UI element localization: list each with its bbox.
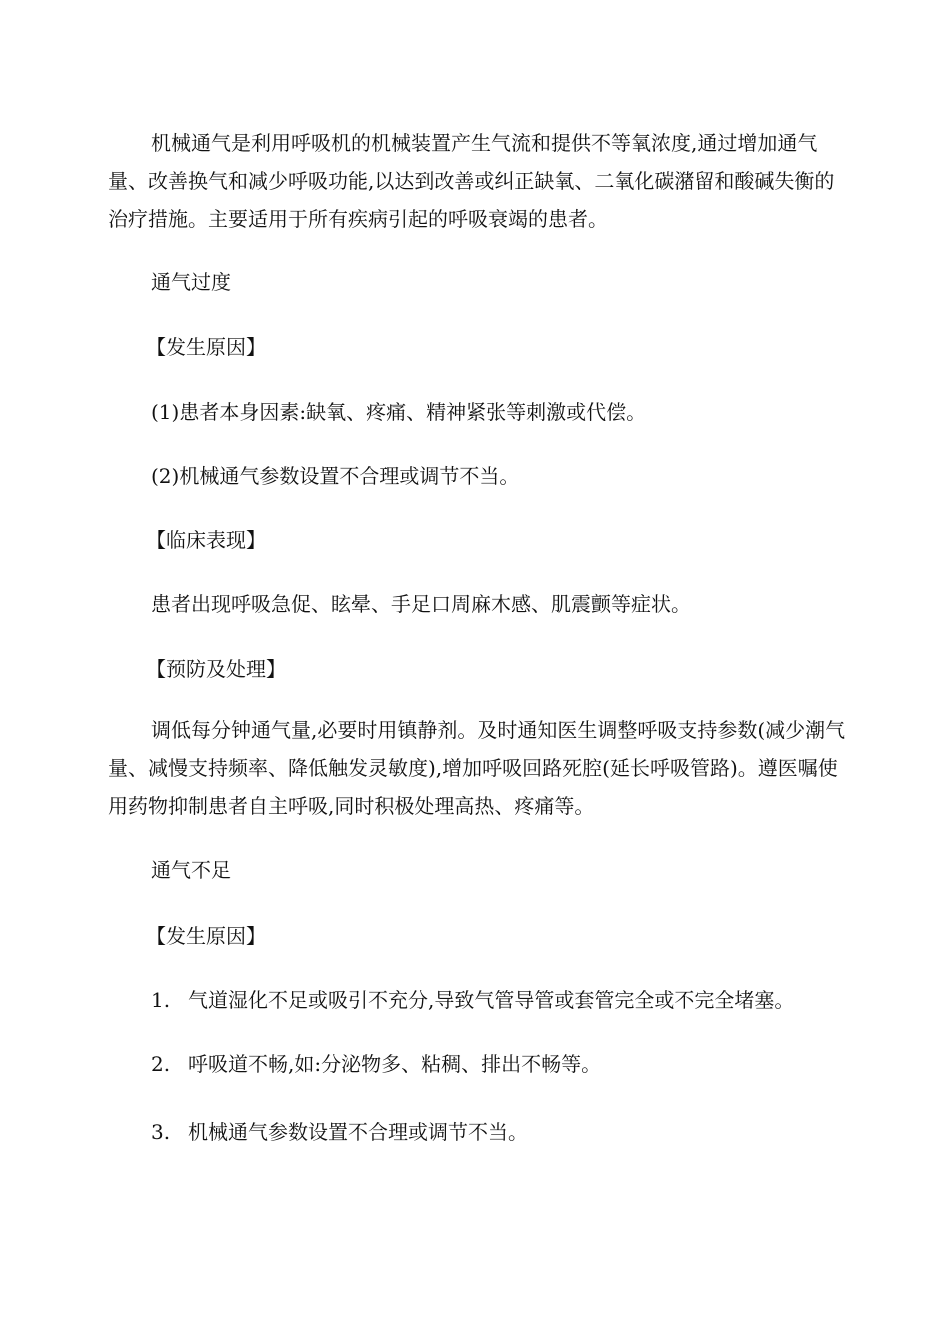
list-number: 3. (151, 1120, 171, 1144)
clinical-heading: 【临床表现】 (146, 528, 266, 552)
cause-heading: 【发生原因】 (146, 335, 266, 359)
list-item (151, 1113, 851, 1151)
section-title-hyperventilation: 通气过度 (151, 270, 231, 294)
intro-paragraph: 机械通气是利用呼吸机的机械装置产生气流和提供不等氧浓度,通过增加通气量、改善换气和减少呼吸功能,以达到改善或纠正缺氧、二氧化碳潴留和酸碱失衡的治疗措施。主要适用于所有疾病引起的呼吸衰竭的患者。 (108, 131, 835, 231)
section-title-hypoventilation: 通气不足 (151, 858, 231, 882)
list-item (151, 981, 851, 1019)
clinical-text: 患者出现呼吸急促、眩晕、手足口周麻木感、肌震颤等症状。 (151, 592, 691, 616)
cause-item-2: (2)机械通气参数设置不合理或调节不当。 (151, 464, 520, 488)
list-number: 1. (151, 988, 171, 1012)
list-number: 2. (151, 1052, 171, 1076)
list-text: 机械通气参数设置不合理或调节不当。 (188, 1120, 528, 1144)
list-text: 呼吸道不畅,如:分泌物多、粘稠、排出不畅等。 (188, 1052, 602, 1076)
list-item (151, 1045, 851, 1083)
prevention-paragraph: 调低每分钟通气量,必要时用镇静剂。及时通知医生调整呼吸支持参数(减少潮气量、减慢支持频率、降低触发灵敏度),增加呼吸回路死腔(延长呼吸管路)。遵医嘱使用药物抑制患者自主呼吸,同时积极处理高热、疼痛等。 (108, 718, 846, 818)
cause-item-1: (1)患者本身因素:缺氧、疼痛、精神紧张等刺激或代偿。 (151, 400, 647, 424)
prevention-heading: 【预防及处理】 (146, 657, 286, 681)
list-text: 气道湿化不足或吸引不充分,导致气管导管或套管完全或不完全堵塞。 (188, 988, 795, 1012)
cause-heading-2: 【发生原因】 (146, 924, 266, 948)
